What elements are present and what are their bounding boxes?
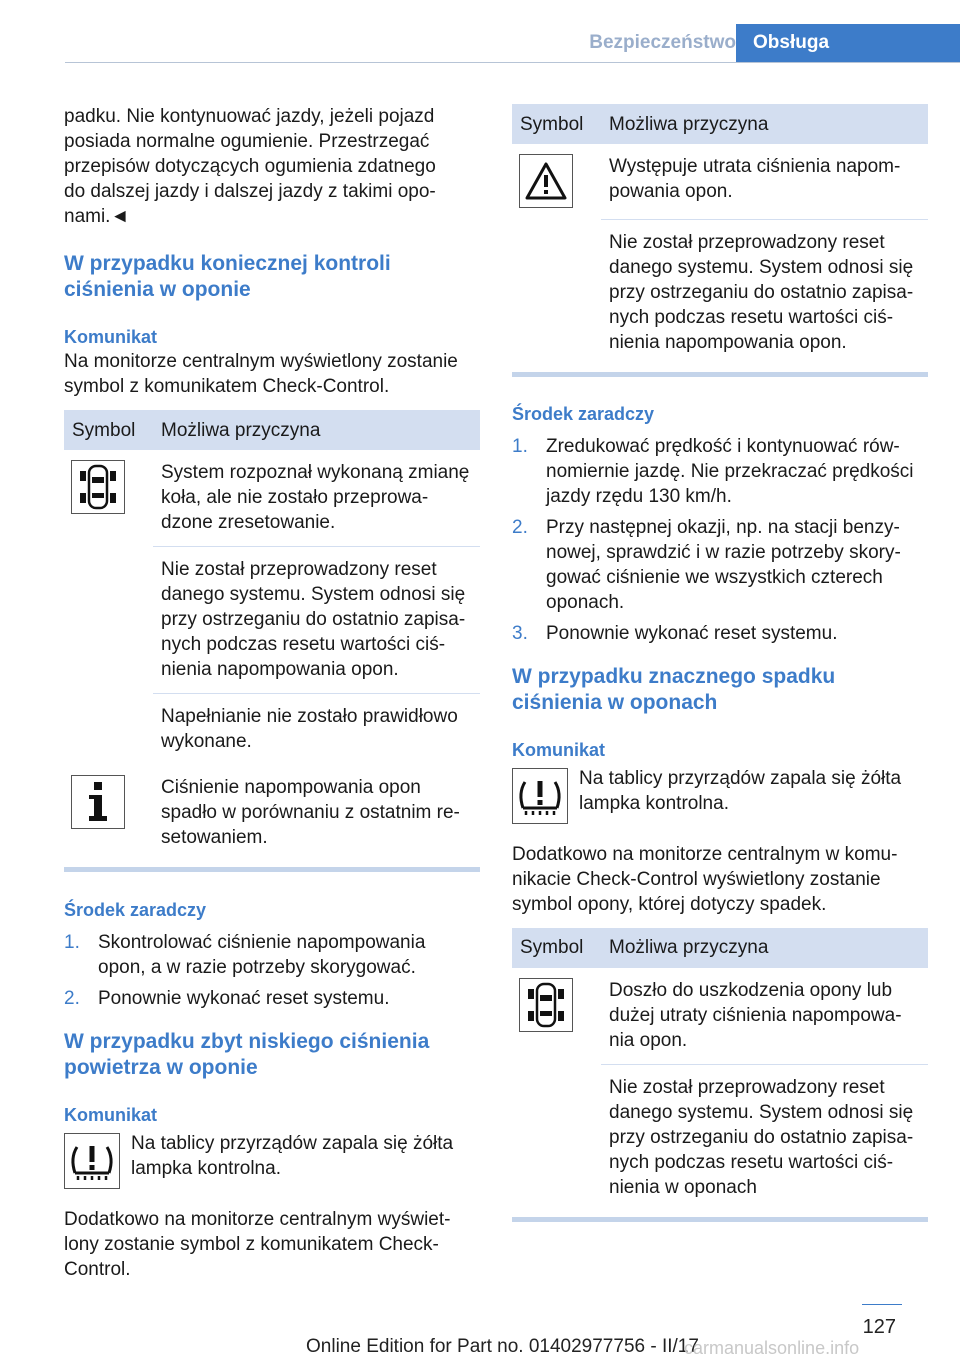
table-row: Nie został przeprowadzony reset danego systemu. System odnosi się przy ostrzeganiu do ostatnio zapisa- nych podczas resetu wartości ciś- nienia napompowania opon. [512, 219, 928, 366]
subheading-remedy: Środek zaradczy [512, 403, 655, 424]
symbol-table-1 [64, 410, 480, 861]
tire-pressure-warning-icon [64, 1133, 120, 1189]
warning-triangle-icon [519, 154, 573, 208]
table-row: Nie został przeprowadzony reset danego systemu. System odnosi się przy ostrzeganiu do ostatnio zapisa- nych podczas resetu wartości ciś- nienia w oponach [512, 1064, 928, 1211]
list-item: 1. Zredukować prędkość i kontynuować rów- nomiernie jazdę. Nie przekraczać prędkości jazdy rzędu 130 km/h. [512, 435, 914, 507]
column-header-symbol: Symbol [64, 410, 153, 450]
warning-lamp-message: Na tablicy przyrządów zapala się żółta lampka kontrolna. [64, 1131, 480, 1189]
page-header [65, 24, 960, 63]
info-icon [71, 775, 125, 829]
subheading-message: Komunikat [64, 1105, 158, 1125]
car-tire-icon [71, 460, 125, 514]
section-heading-low-pressure: W przypadku zbyt niskiego ciśnienia powietrza w oponie [64, 1030, 430, 1079]
header-active-tab[interactable]: Obsługa [736, 24, 960, 62]
list-item: 1. Skontrolować ciśnienie napompowania opon, a w razie potrzeby skorygować. [64, 932, 426, 978]
header-section-label: Bezpieczeństwo [589, 32, 736, 53]
symbol-table-2 [512, 104, 928, 366]
right-column [512, 104, 928, 1222]
table-row: Występuje utrata ciśnienia napom- powania opon. [512, 144, 928, 219]
subheading-remedy: Środek zaradczy [64, 900, 207, 920]
list-item: 2. Ponownie wykonać reset systemu. [64, 988, 390, 1009]
edition-text: Online Edition for Part no. 01402977756 - II/17 [306, 1336, 699, 1357]
column-header-cause: Możliwa przyczyna [153, 410, 480, 450]
subheading-message: Komunikat [512, 739, 606, 760]
symbol-table-3 [512, 928, 928, 1211]
column-header-cause: Możliwa przyczyna [601, 928, 928, 968]
subheading-message: Komunikat [64, 327, 158, 347]
table-row: System rozpoznał wykonaną zmianę koła, ale nie zostało przeprowa- dzone zresetowanie. [64, 450, 480, 547]
tire-pressure-warning-icon [512, 768, 568, 824]
table-header-row [64, 410, 480, 450]
footer-rule [862, 1304, 902, 1305]
table-header-row [512, 104, 928, 144]
warning-lamp-message: Na tablicy przyrządów zapala się żółta lampka kontrolna. [512, 766, 928, 824]
additional-paragraph: Dodatkowo na monitorze centralnym w komu- nikacie Check-Control wyświetlony zostanie symbol opony, której dotyczy spadek. [512, 843, 898, 915]
list-item: 2. Przy następnej okazji, np. na stacji benzy- nowej, sprawdzić i w razie potrzeby skory- gować ciśnienie we wszystkich czterech oponach. [512, 516, 901, 613]
intro-paragraph: padku. Nie kontynuować jazdy, jeżeli pojazd posiada normalne ogumienie. Przestrzegać przepisów dotyczących ogumienia zdatnego do dalszej jazdy i dalszej jazdy z takimi opo- nami.◄ [64, 106, 436, 227]
table-row: Doszło do uszkodzenia opony lub dużej utraty ciśnienia napompowa- nia opon. [512, 968, 928, 1065]
table-end-rule [512, 1217, 928, 1222]
section-heading-significant-drop: W przypadku znacznego spadku ciśnienia w oponach [512, 664, 836, 714]
car-tire-icon [519, 978, 573, 1032]
table-header-row [512, 928, 928, 968]
left-column [64, 104, 480, 1282]
column-header-symbol: Symbol [512, 104, 601, 144]
table-end-rule [512, 372, 928, 377]
column-header-symbol: Symbol [512, 928, 601, 968]
table-end-rule [64, 867, 480, 872]
additional-paragraph: Dodatkowo na monitorze centralnym wyświet- lony zostanie symbol z komunikatem Check- Control. [64, 1209, 451, 1280]
table-row: Napełnianie nie zostało prawidłowo wykonane. [64, 694, 480, 766]
list-item: 3. Ponownie wykonać reset systemu. [512, 622, 838, 644]
section-heading-check-pressure: W przypadku koniecznej kontroli ciśnienia w oponie [64, 252, 391, 301]
table-row: Ciśnienie napompowania opon spadło w porównaniu z ostatnim re- setowaniem. [64, 765, 480, 861]
column-header-cause: Możliwa przyczyna [601, 104, 928, 144]
watermark: carmanualsonline.info [684, 1338, 860, 1358]
remedy-steps [64, 930, 480, 1011]
page-number: 127 [862, 1316, 896, 1338]
table-row: Nie został przeprowadzony reset danego systemu. System odnosi się przy ostrzeganiu do ostatnio zapisa- nych podczas resetu wartości ciś- nienia napompowania opon. [64, 547, 480, 694]
message-paragraph: Na monitorze centralnym wyświetlony zostanie symbol z komunikatem Check-Control. [64, 351, 458, 397]
remedy-steps [512, 434, 928, 646]
